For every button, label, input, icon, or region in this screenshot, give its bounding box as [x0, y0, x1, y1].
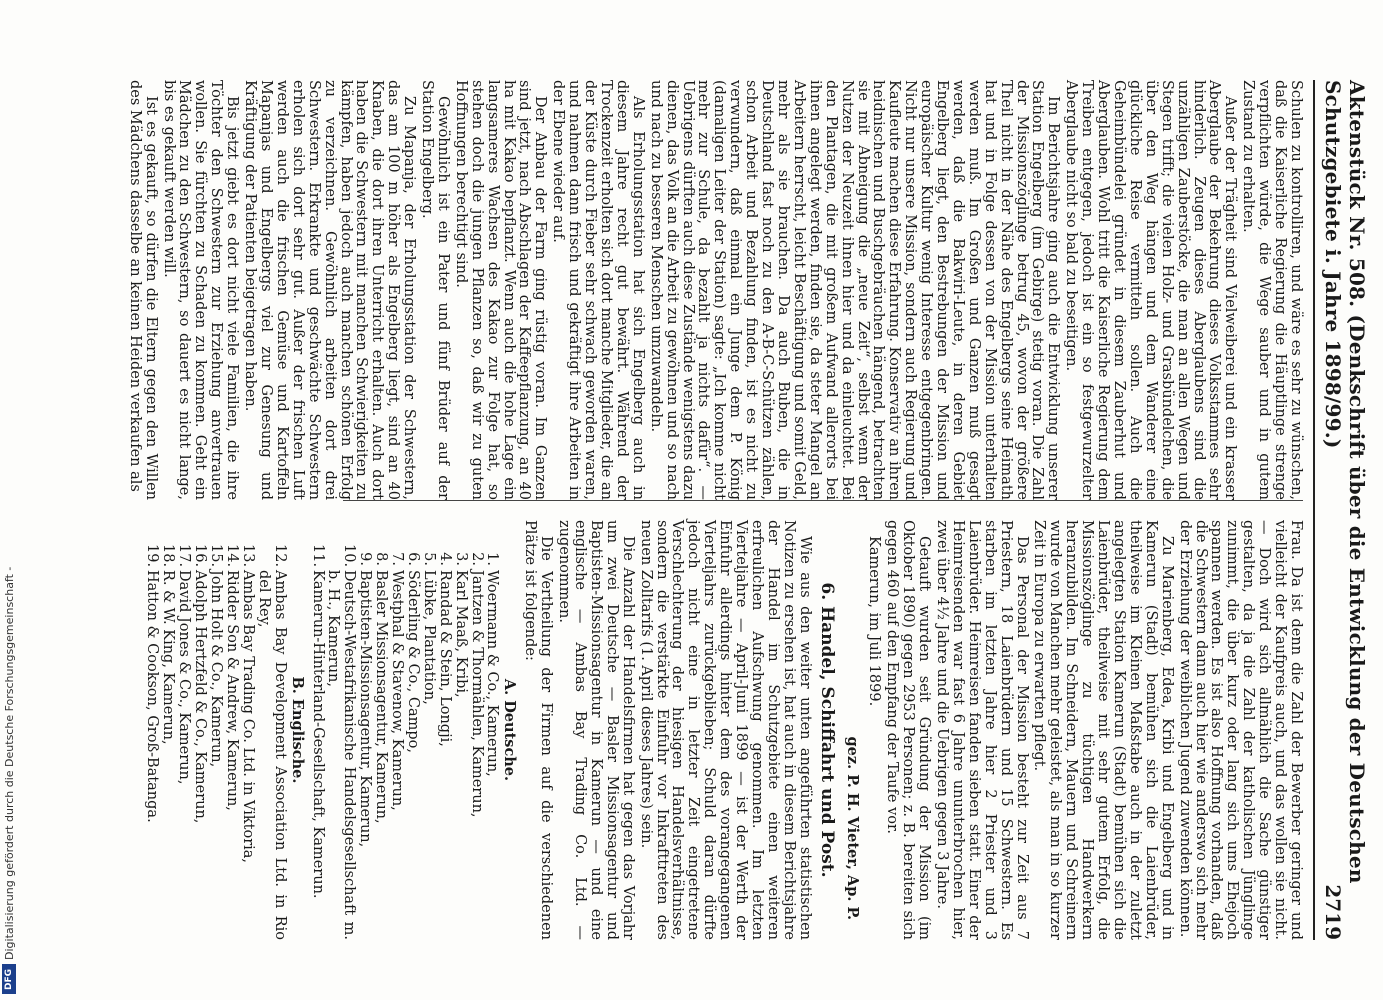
digitization-text: Digitalisierung gefördert durch die Deutsche Forschungsgemeinschaft - — [3, 566, 16, 960]
firm-number: 11. — [309, 544, 326, 568]
firm-list-item — [436, 544, 452, 940]
firm-name: Deutsch-Westafrikanische Handelsgesellschaft m. b. H., Kamerun, — [325, 570, 358, 940]
firm-name: Randad & Stein, Longji, — [436, 570, 453, 747]
firm-list-item — [372, 544, 388, 940]
paragraph: Zu Marienberg, Edea, Kribi und Engelberg und in Kamerun (Stadt) bemühen sich die Laienbrüder, theilweise im Kleinen Maßstabe auch in der zuletzt angelegten Station Kamerun (Stadt) bemühen sich die Laienbrüder, theilweise mit sehr gutem Erfolg, die Missionszöglinge zu tüchtigen Handwerkern heranzubilden. Im Schneidern, Mauern und Schreinern wurde von Manchen mehr geleistet, als man in so kurzer Zeit in Europa zu erwarten pflegt. — [1031, 520, 1175, 940]
paragraph: Die Vertheilung der Firmen auf die verschiedenen Plätze ist folgende: — [522, 520, 555, 940]
dfg-logo-icon: DFG — [2, 964, 16, 994]
firm-name: Ridder Son & Andrew, Kamerun, — [224, 570, 240, 811]
firm-name: Hatton & Cookson, Groß-Batanga. — [144, 570, 161, 823]
firm-list-item — [420, 544, 436, 940]
firm-number: 5. — [420, 552, 437, 566]
firm-name: Woermann & Co., Kamerun, — [484, 570, 501, 777]
firm-list-item — [309, 544, 325, 940]
firm-number: 1. — [484, 552, 501, 566]
firm-list-item — [484, 544, 500, 940]
firm-list-item — [452, 544, 468, 940]
firm-number: 17. — [176, 544, 193, 568]
paragraph: Schulen zu kontrolliren, und wäre es sehr zu wünschen, daß die Kaiserliche Regierung die Häuptlinge strenge verpflichten würde, die Wege sauber und in gutem Zustand zu erhalten. — [1240, 80, 1304, 500]
paragraph: Getauft wurden seit Gründung der Mission (im Oktober 1890) gegen 2953 Personen; z. B. bereiten sich gegen 460 auf den Empfang der Taufe vor. — [884, 520, 933, 940]
firm-list-item — [388, 544, 404, 940]
paragraph: Ist es gekauft, so dürfen die Eltern gegen den Willen des Mädchens dasselbe an keinen Heiden verkaufen als — [126, 80, 159, 500]
firm-list-item — [191, 544, 207, 940]
place-date: Kamerun, im Juli 1899. — [866, 536, 883, 707]
paragraph: Als Erholungsstation hat sich Engelberg auch in diesem Jahre recht gut bewährt. Während der Trockenzeit erholten sich dort manche Mitglieder, die an der Küste durch Fieber sehr schwach geworden waren, und nahmen dann frisch und gekräftigt ihre Arbeiten in der Ebene wieder auf. — [550, 80, 646, 500]
running-title: Aktenstück Nr. 508. (Denkschrift über die Entwicklung der Deutschen Schutzgebiete i. Jahre 1898/99.) — [1321, 80, 1369, 884]
firm-list-item — [144, 544, 160, 940]
firm-number: 9. — [357, 552, 374, 566]
left-column — [124, 80, 1303, 500]
firm-number: 4. — [436, 552, 453, 566]
firm-number: 6. — [404, 552, 421, 566]
signature: gez. P. H. Vieter, Ap. P. — [843, 736, 861, 920]
paragraph: Die Anzahl der Handelsfirmen hat gegen das Vorjahr um zwei Deutsche — Basler Missionsagentur und Baptisten-Missionsagentur in Kamerun — und eine englische — Ambas Bay Trading Co. Ltd. — zugenommen. — [556, 520, 636, 940]
paragraph: Das Personal der Mission besteht zur Zeit aus 7 Priestern, 18 Laienbrüdern und 15 Schwestern. Es starben im letzten Jahre hier 2 Priester und 3 Laienbrüder. Heimreisen fanden sieben statt. Einer der Heimreisenden war fast 6 Jahre ununterbrochen hier, zwei über 4½ Jahre und die Uebrigen gegen 3 Jahre. — [934, 520, 1030, 940]
german-firms-list — [309, 520, 500, 940]
firm-name: Ambas Bay Development Association Ltd. in Rio del Rey, — [255, 570, 288, 940]
firm-list-item — [255, 544, 287, 940]
firm-name: David Jones & Co., Kamerun, — [176, 570, 193, 785]
firm-list-item — [325, 544, 357, 940]
firm-number: 18. — [160, 544, 177, 568]
paragraph: Zu Mapanja, der Erholungsstation der Schwestern, das am 100 m höher als Engelberg liegt, sind an 40 Knaben, die dort ihren Unterricht erhalten. Auch dort haben die Schwestern mit manchen Schwierigkeiten zu kämpfen, haben jedoch auch manchen schönen Erfolg zu verzeichnen. Gewöhnlich arbeiten dort drei Schwestern. Erkrankte und geschwächte Schwestern erholen sich dort sehr gut. Außer der frischen Luft werden auch die frischen Gemüse und Kartoffeln Mapanjas und Engelbergs viel zur Genesung und Kräftigung der Patienten beigetragen haben. — [242, 80, 418, 500]
firm-name: Adolph Hertzfeld & Co., Kamerun, — [192, 570, 209, 824]
english-firms-heading: B. Englische. — [288, 676, 306, 784]
firm-list-item — [356, 544, 372, 940]
firm-list-item — [239, 544, 255, 940]
firm-name: Karl Maaß, Kribi, — [452, 570, 469, 698]
firm-number: 12. — [271, 544, 288, 568]
firm-list-item — [159, 544, 175, 940]
firm-number: 14. — [224, 544, 240, 568]
paragraph: Wie aus den weiter unten angeführten statistischen Notizen zu ersehen ist, hat auch in diesem Berichtsjahre der Handel im Schutzgebiete einen weiteren erfreulichen Aufschwung genommen. Im letzten Vierteljahre — April-Juni 1899 — ist der Werth der Einfuhr allerdings hinter dem des vorangegangenen Vierteljahrs zurückgeblieben; Schuld daran dürfte jedoch nicht eine in letzter Zeit eingetretene Verschlechterung der hiesigen Handelsverhältnisse, sondern die verstärkte Einfuhr vor Inkrafttreten des neuen Zolltarifs (1. April dieses Jahres) sein. — [637, 520, 813, 940]
firm-number: 19. — [144, 544, 161, 568]
firm-number: 3. — [452, 552, 469, 566]
firm-name: Basler Missionsagentur, Kamerun, — [373, 570, 390, 824]
firm-name: Söderling & Co., Campo, — [404, 570, 421, 753]
firm-number: 2. — [468, 552, 485, 566]
firm-number: 7. — [389, 552, 406, 566]
section-heading: 6. Handel, Schiffahrt und Post. — [816, 582, 837, 878]
german-firms-heading: A. Deutsche. — [501, 678, 519, 782]
firm-name: Westphal & Stavenow, Kamerun, — [389, 570, 406, 811]
firm-list-item — [207, 544, 223, 940]
column-divider — [343, 500, 1303, 501]
firm-list-item — [223, 544, 239, 940]
firm-number: 16. — [192, 544, 209, 568]
firm-name: Ambas Bay Trading Co. Ltd. in Viktoria, — [239, 570, 256, 864]
firm-list-item — [175, 544, 191, 940]
firm-number: 10. — [341, 544, 358, 568]
english-firms-list — [144, 520, 287, 940]
firm-name: Kamerun-Hinterland-Gesellschaft, Kamerun. — [309, 570, 326, 899]
firm-number: 8. — [373, 552, 390, 566]
firm-name: John Holt & Co., Kamerun, — [208, 570, 225, 768]
right-column — [144, 520, 1303, 940]
firm-number: 13. — [239, 544, 256, 568]
paragraph: Der Anbau der Farm ging rüstig voran. Im Ganzen sind jetzt, nach Abschlagen der Kaffeepflanzung, an 40 ha mit Kakao bepflanzt. Wenn auch die hohe Lage ein langsameres Wachsen des Kakao zur Folge hat, so stehen doch die jungen Pflanzen so, daß wir zu guten Hoffnungen berechtigt sind. — [452, 80, 549, 500]
firm-name: Baptisten-Missionsagentur, Kamerun, — [357, 570, 374, 848]
paragraph: Frau. Da ist denn die Zahl der Bewerber geringer und vielleicht der Kaufpreis auch, und das wollen sie nicht. — Doch wird sich allmählich die Sache günstiger gestalten, da ja die Zahl der katholischen Jünglinge zunimmt, die über kurz oder lang sich ums Ehejoch spannen werden. Es ist also Hoffnung vorhanden, daß die Schwestern dann auch hier wie anderswo sich mehr der Erziehung der weiblichen Jugend zuwenden können. — [1176, 520, 1304, 940]
paragraph: Gewöhnlich ist ein Pater und fünf Brüder auf der Station Engelberg. — [419, 80, 451, 500]
firm-name: Lübke, Plantation, — [420, 570, 437, 705]
firm-number: 15. — [208, 544, 225, 568]
firm-list-item — [468, 544, 484, 940]
paragraph: Bis jetzt giebt es dort nicht viele Familien, die ihre Töchter den Schwestern zur Erziehung anvertrauen wollen. Sie fürchten zu Schaden zu kommen. Geht ein Mädchen zu den Schwestern, so dauert es nicht lange, bis es gekauft werden will. — [160, 80, 241, 500]
page-header — [1313, 80, 1369, 940]
firm-name: R. & W. King, Kamerun, — [160, 570, 177, 745]
page-number: 2719 — [1321, 884, 1345, 940]
paragraph: Außer der Trägheit sind Vielweiberei und ein krasser Aberglaube der Bekehrung dieses Volksstammes sehr hinderlich. Zeugen dieses Aberglaubens sind die unzähligen Zauberstöcke, die man an allen Wegen und Stegen trifft; die vielen Holz- und Grasbündelchen, die über den Weg hängen und dem Wanderer eine glückliche Reise vermitteln sollen. Auch die Geheimbündelei gründet in diesem Zauberhut und Aberglauben. Wohl tritt die Kaiserliche Regierung dem Treiben entgegen, jedoch ist ein so festgewurzelter Aberglaube nicht so bald zu beseitigen. — [1063, 80, 1239, 500]
firm-name: Jantzen & Thormählen, Kamerun, — [468, 570, 485, 818]
firm-list-item — [404, 544, 420, 940]
paragraph: Im Berichtsjahre ging auch die Entwicklung unserer Station Engelberg (im Gebirge) stetig voran. Die Zahl der Missionszöglinge betrug 45, wovon der größere Theil nicht in der Nähe des Engelbergs seine Heimath hat und in Folge dessen von der Mission unterhalten werden muß. Im Großen und Ganzen muß gesagt werden, daß die Bakwiri-Leute, in deren Gebiet Engelberg liegt, den Bestrebungen der Mission und europäischer Kultur wenig Interesse entgegenbringen. Nicht nur unsere Mission, sondern auch Regierung und Kaufleute machen diese Erfahrung. Konservativ an ihren heidnischen und Buschgebräuchen hängend, betrachten sie mit Abneigung die „neue Zeit“, selbst wenn der Nutzen der Neuzeit ihnen hier und da einleuchtet. Bei den Plantagen, die mit großem Aufwand allerorts bei ihnen angelegt werden, finden sie, da steter Mangel an Arbeitern herrscht, leicht Beschäftigung und somit Geld, mehr als sie brauchen. Da auch Buben, die in Deutschland fast noch zu den A-B-C-Schützen zählen, schon Arbeit und Bezahlung finden, ist es nicht zu verwundern, daß einmal ein Junge dem P. König (damaligen Leiter der Station) sagte: „Ich komme nicht mehr zur Schule, da bezahlt ja nichts dafür“. — Uebrigens dürften auch diese Zustände wenigstens dazu dienen, das Volk an die Arbeit zu gewöhnen und so nach und nach zu besseren Menschen umzuwandeln. — [647, 80, 1062, 500]
